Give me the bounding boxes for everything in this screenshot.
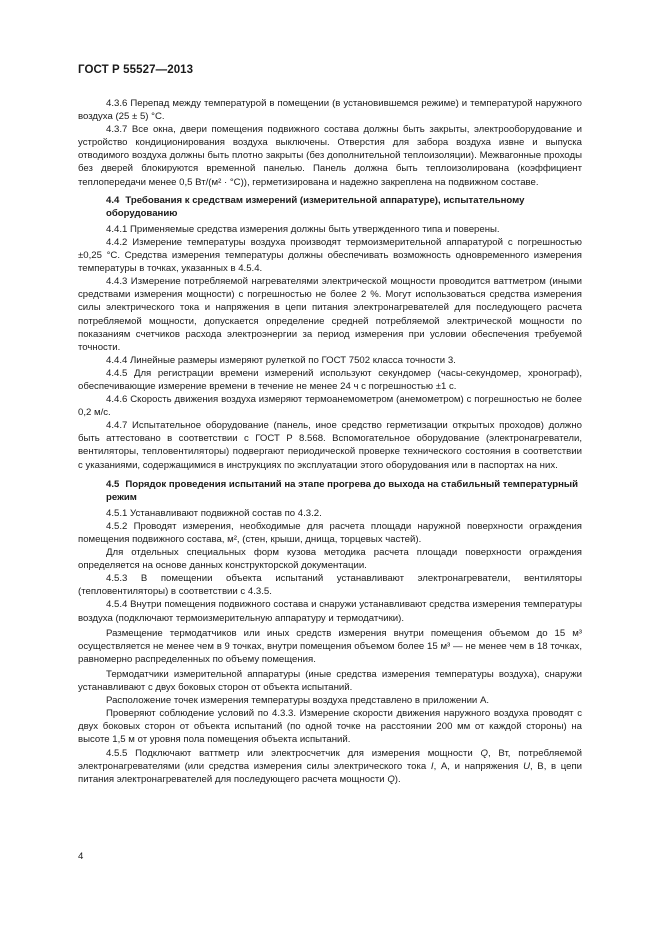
section-number: 4.4 [106, 194, 120, 206]
paragraph-4-4-3: 4.4.3 Измерение потребляемой нагревателями электрической мощности проводится ваттметром (иными средствами измерения мощности) с погрешностью не более 2 %. Могут использоваться средства измерения силы электрического тока и напряжения в цепи питания электронагревателей для последующего расчета потребляемой мощности, допускается определение средней потребляемой электрической мощности по показаниям счетчиков расхода электроэнергии за период измерения при условии обеспечения требуемой точности. [78, 276, 582, 353]
paragraph-4-5-4: 4.5.4 Внутри помещения подвижного состава и снаружи устанавливают средства измерения температуры воздуха (подключают термоизмерительную аппаратуру и термодатчики). [78, 599, 582, 624]
section-title: Требования к средствам измерений (измерительной аппаратуре), испытательному оборудованию [106, 194, 525, 219]
paragraph-4-4-7: 4.4.7 Испытательное оборудование (панель, иное средство герметизации открытых проходов) должно быть аттестовано в соответствии с ГОСТ Р 8.568. Вспомогательное оборудование (электронагреватели, вентиляторы, тепловентиляторы) подвергают периодической проверке технического состояния в соответствии с указаниями, содержащимися в инструкциях по эксплуатации этого оборудования или в паспортах на них. [78, 420, 582, 471]
paragraph-4-5-2: 4.5.2 Проводят измерения, необходимые для расчета площади наружной поверхности ограждения помещения подвижного состава, м², (стен, крыши, днища, торцевых частей). [78, 520, 582, 545]
text-run: , А, и напряжения [433, 760, 524, 772]
paragraph-4-5-4-outdoor-sensors: Термодатчики измерительной аппаратуры (иные средства измерения температуры воздуха), снаружи устанавливают с двух боковых сторон от объекта испытаний. [78, 668, 582, 694]
section-heading-4-5 [78, 478, 582, 504]
document-body [78, 97, 582, 786]
symbol-voltage: U [523, 760, 530, 772]
paragraph-4-5-3: 4.5.3 В помещении объекта испытаний устанавливают электронагреватели, вентиляторы (тепловентиляторы) в соответствии с 4.3.5. [78, 573, 582, 598]
paragraph-4-4-6: 4.4.6 Скорость движения воздуха измеряют термоанемометром (анемометром) с погрешностью не более 0,2 м/с. [78, 394, 582, 419]
paragraph-4-3-6: 4.3.6 Перепад между температурой в помещении (в установившемся режиме) и температурой наружного воздуха (25 ± 5) °С. [78, 98, 582, 123]
paragraph-4-5-5 [78, 747, 582, 786]
text-run: ). [394, 773, 401, 785]
paragraph-4-5-1: 4.5.1 Устанавливают подвижной состав по 4.3.2. [106, 507, 322, 519]
paragraph-4-5-4-air-speed: Проверяют соблюдение условий по 4.3.3. Измерение скорости движения наружного воздуха проводят с двух боковых сторон от объекта испытаний (по одной точке на расстоянии 200 мм от каждой стороны) на высоте 1,5 м от уровня пола помещения объекта испытаний. [78, 708, 582, 746]
paragraph-4-4-1: 4.4.1 Применяемые средства измерения должны быть утвержденного типа и поверены. [106, 223, 500, 235]
text-run: 4.5.5 Подключают ваттметр или электросчетчик для измерения мощности [106, 747, 481, 759]
symbol-power: Q [387, 773, 395, 785]
paragraph-4-5-4-sensor-placement: Размещение термодатчиков или иных средств измерения внутри помещения объемом до 15 м³ осуществляется не менее чем в 9 точках, внутри помещения объемом более 15 м³ — не менее чем в 18 точках, равномерно распределенных по объему помещения. [78, 627, 582, 665]
symbol-power: Q [480, 747, 488, 759]
paragraph-4-5-2-continued: Для отдельных специальных форм кузова методика расчета площади поверхности ограждения определяется на основе данных конструкторской документации. [78, 547, 582, 572]
symbol-current: I [430, 760, 434, 772]
text-run: , Вт, потребляемой электронагревателями (или средства измерения силы электрического тока [78, 747, 582, 772]
section-heading-4-4 [78, 194, 582, 220]
document-header: ГОСТ Р 55527—2013 [78, 64, 194, 76]
section-number: 4.5 [106, 478, 120, 490]
paragraph-4-3-7: 4.3.7 Все окна, двери помещения подвижного состава должны быть закрыты, электрооборудование и устройство кондиционирования воздуха выключены. Отверстия для забора воздуха извне и выпуска отводимого воздуха должны быть плотно закрыты (без дополнительной теплоизоляции). Межвагонные проходы без дверей блокируются временной панелью. Панель должна быть теплоизолирована (коэффициент теплопередачи менее 0,5 Вт/(м² · °С)), герметизирована и надежно закреплена на подвижном составе. [78, 124, 582, 188]
page-number: 4 [78, 851, 84, 862]
section-title: Порядок проведения испытаний на этапе прогрева до выхода на стабильный температурный режим [106, 478, 579, 503]
paragraph-4-4-2: 4.4.2 Измерение температуры воздуха производят термоизмерительной аппаратурой с погрешностью ±0,25 °С. Средства измерения температуры должны обеспечивать возможность одновременного измерения температуры в точках, указанных в 4.5.4. [78, 236, 582, 275]
paragraph-4-4-4: 4.4.4 Линейные размеры измеряют рулеткой по ГОСТ 7502 класса точности 3. [106, 354, 456, 366]
text-run: , В, в цепи питания электронагревателей для последующего расчета мощности [78, 760, 582, 785]
paragraph-4-5-4-appendix-ref: Расположение точек измерения температуры воздуха представлено в приложении А. [106, 695, 490, 707]
paragraph-4-4-5: 4.4.5 Для регистрации времени измерений используют секундомер (часы-секундомер, хронограф), обеспечивающие измерение времени в течение не менее 24 ч с погрешностью ±1 с. [78, 367, 582, 392]
